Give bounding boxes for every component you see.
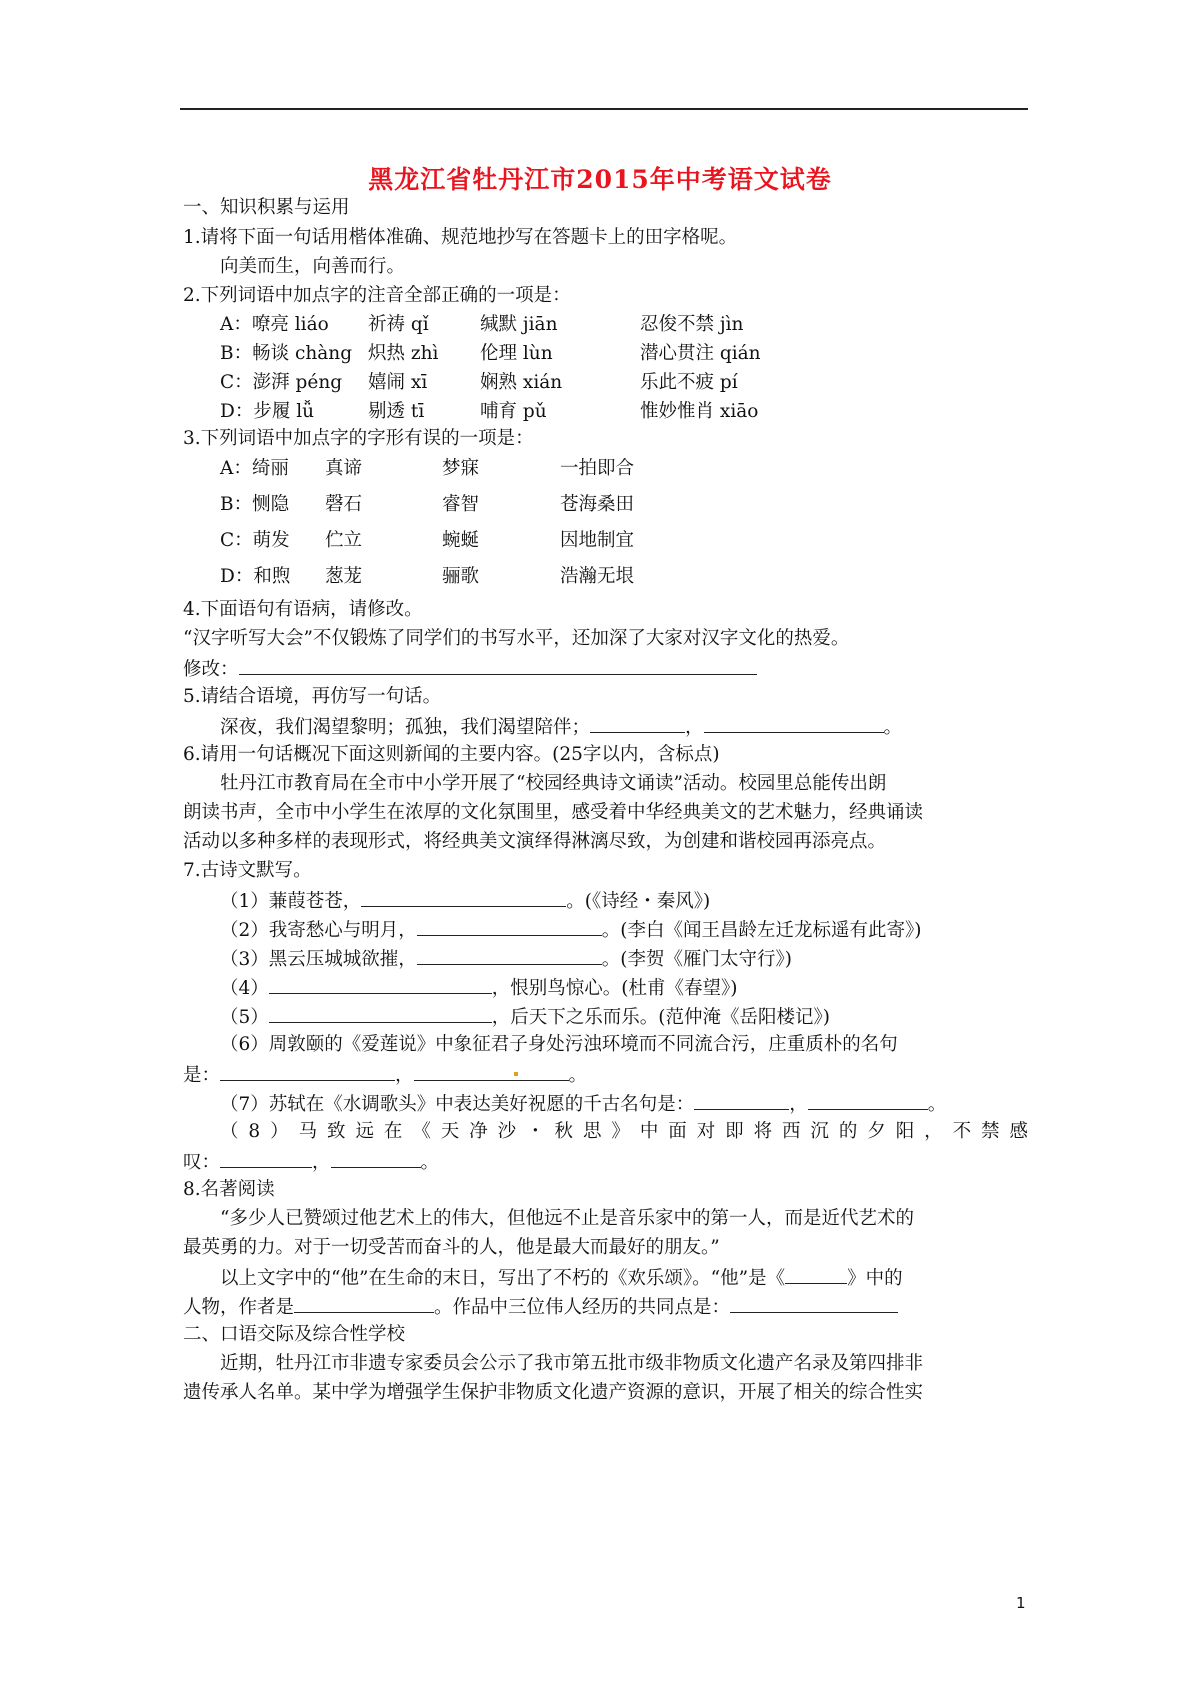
q3-option-c-word-3: 蜿蜒 xyxy=(442,530,480,551)
q3-option-a-word-3: 梦寐 xyxy=(442,458,480,479)
q7-blank-6a[interactable] xyxy=(220,1062,395,1081)
q7-item-2-source: 。(李白《闻王昌龄左迁龙标遥有此寄》) xyxy=(601,920,922,941)
q7-blank-1[interactable] xyxy=(361,888,566,907)
q2-option-d-word-1: D：步履 lǚ xyxy=(220,401,315,422)
q8-quote-line-1: “多少人已赞颂过他艺术上的伟大，但他远不止是音乐家中的第一人，而是近代艺术的 xyxy=(220,1208,914,1229)
q7-blank-7b[interactable] xyxy=(808,1091,928,1110)
q8-line-1-end: 》中的 xyxy=(847,1268,903,1289)
q7-blank-8b[interactable] xyxy=(331,1149,421,1168)
q8-line-1-text: 以上文字中的“他”在生命的末日，写出了不朽的《欢乐颂》。“他”是《 xyxy=(220,1268,786,1289)
q7-item-1-text: （1）蒹葭苍苍， xyxy=(220,891,362,912)
q2-option-a-word-2: 祈祷 qǐ xyxy=(368,314,429,335)
q8-blank-book[interactable] xyxy=(785,1265,847,1284)
q3-option-b-word-4: 苍海桑田 xyxy=(560,494,635,515)
q2-option-c-word-4: 乐此不疲 pí xyxy=(640,372,738,393)
q5-comma: ， xyxy=(685,717,704,738)
q7-item-3-text: （3）黑云压城城欲摧， xyxy=(220,949,417,970)
q7-item-8-label: 叹： xyxy=(183,1152,221,1173)
q6-news-line-3: 活动以多种多样的表现形式，将经典美文演绎得淋漓尽致，为创建和谐校园再添亮点。 xyxy=(183,831,887,852)
q2-option-c-word-1: C：澎湃 péng xyxy=(220,372,343,393)
q7-item-6: （6）周敦颐的《爱莲说》中象征君子身处污浊环境而不同流合污，庄重质朴的名句 xyxy=(220,1034,898,1055)
q3-option-d-word-3: 骊歌 xyxy=(442,566,480,587)
q7-blank-2[interactable] xyxy=(417,917,602,936)
q7-item-5-num: （5） xyxy=(220,1007,269,1028)
q3-option-c-word-1: C：萌发 xyxy=(220,530,290,551)
q2-option-c-word-2: 嬉闹 xī xyxy=(368,372,428,393)
q3-option-a-word-1: A：绮丽 xyxy=(220,458,289,479)
q3-option-c-word-4: 因地制宜 xyxy=(560,530,635,551)
q7-period-8: 。 xyxy=(420,1152,440,1173)
q8-quote-line-2: 最英勇的力。对于一切受苦而奋斗的人，他是最大而最好的朋友。” xyxy=(183,1237,720,1258)
q3-option-a-word-2: 真谛 xyxy=(325,458,363,479)
q7-blank-6b[interactable] xyxy=(414,1062,569,1081)
q8-prompt: 8.名著阅读 xyxy=(183,1179,275,1200)
q7-item-3-source: 。(李贺《雁门太守行》) xyxy=(601,949,792,970)
q2-option-a-word-1: A：嘹亮 liáo xyxy=(220,314,329,335)
q7-item-7-text: （7）苏轼在《水调歌头》中表达美好祝愿的千古名句是： xyxy=(220,1094,695,1115)
q6-prompt: 6.请用一句话概况下面这则新闻的主要内容。(25字以内，含标点) xyxy=(183,744,720,765)
section-2-heading: 二、口语交际及综合性学校 xyxy=(183,1324,406,1345)
q7-item-7 xyxy=(220,1091,946,1117)
q5-blank-1[interactable] xyxy=(590,714,685,733)
q7-prompt: 7.古诗文默写。 xyxy=(183,860,312,881)
q3-option-c-word-2: 伫立 xyxy=(325,530,363,551)
q2-option-d-word-2: 剔透 tī xyxy=(368,401,425,422)
q3-option-d-word-2: 葱茏 xyxy=(325,566,363,587)
q8-line-2 xyxy=(183,1294,898,1320)
q5-period: 。 xyxy=(883,717,903,738)
q7-period-7: 。 xyxy=(927,1094,947,1115)
q1-prompt: 1.请将下面一句话用楷体准确、规范地抄写在答题卡上的田字格呢。 xyxy=(183,227,738,248)
q7-item-4 xyxy=(220,975,737,1001)
q3-option-d-word-1: D：和煦 xyxy=(220,566,291,587)
q2-option-d-word-3: 哺育 pǔ xyxy=(480,401,547,422)
q4-fix-label: 修改： xyxy=(183,659,239,680)
q7-period-6: 。 xyxy=(568,1065,588,1086)
q3-option-a-word-4: 一拍即合 xyxy=(560,458,635,479)
q3-prompt: 3.下列词语中加点字的字形有误的一项是： xyxy=(183,428,534,449)
q2-option-a-word-4: 忍俊不禁 jìn xyxy=(640,314,744,335)
q4-answer-blank[interactable] xyxy=(239,656,757,675)
q7-item-5 xyxy=(220,1004,830,1030)
q3-option-b-word-1: B：恻隐 xyxy=(220,494,290,515)
q3-option-b-word-3: 睿智 xyxy=(442,494,480,515)
page-number: 1 xyxy=(1016,1594,1026,1612)
q2-prompt: 2.下列词语中加点字的注音全部正确的一项是： xyxy=(183,285,571,306)
q7-item-4-text: ，恨别鸟惊心。(杜甫《春望》) xyxy=(491,978,738,999)
q7-comma-7: ， xyxy=(789,1094,808,1115)
q5-prompt: 5.请结合语境，再仿写一句话。 xyxy=(183,686,442,707)
q7-item-2-text: （2）我寄愁心与明月， xyxy=(220,920,417,941)
q7-item-4-num: （4） xyxy=(220,978,269,999)
q5-line xyxy=(220,714,902,740)
q7-item-6-label: 是： xyxy=(183,1065,221,1086)
q4-sentence: “汉字听写大会”不仅锻炼了同学们的书写水平，还加深了大家对汉字文化的热爱。 xyxy=(183,628,850,649)
exam-title: 黑龙江省牡丹江市2015年中考语文试卷 xyxy=(368,165,832,194)
header-rule xyxy=(180,108,1028,110)
q5-blank-2[interactable] xyxy=(704,714,884,733)
q8-line-2-text: 人物，作者是 xyxy=(183,1297,295,1318)
q7-item-1-source: 。(《诗经・秦风》) xyxy=(566,891,711,912)
q4-prompt: 4.下面语句有语病，请修改。 xyxy=(183,599,423,620)
q4-fix-line xyxy=(183,656,757,682)
section-2-line-1: 近期，牡丹江市非遗专家委员会公示了我市第五批市级非物质文化遗产名录及第四排非 xyxy=(220,1353,924,1374)
q6-news-line-1: 牡丹江市教育局在全市中小学开展了“校园经典诗文诵读”活动。校园里总能传出朗 xyxy=(220,773,887,794)
q7-blank-7a[interactable] xyxy=(694,1091,789,1110)
q2-option-c-word-3: 娴熟 xián xyxy=(480,372,563,393)
q7-blank-4[interactable] xyxy=(269,975,492,994)
q5-sentence: 深夜，我们渴望黎明；孤独，我们渴望陪伴； xyxy=(220,717,591,738)
q3-option-b-word-2: 磬石 xyxy=(325,494,363,515)
q2-option-b-word-1: B：畅谈 chàng xyxy=(220,343,353,364)
q7-item-1 xyxy=(220,888,710,914)
q7-item-8: （8）马致远在《天净沙・秋思》中面对即将西沉的夕阳，不禁感 xyxy=(220,1121,1028,1142)
q7-blank-5[interactable] xyxy=(269,1004,492,1023)
q8-blank-common[interactable] xyxy=(730,1294,898,1313)
q7-blank-3[interactable] xyxy=(417,946,602,965)
q7-item-8-answer xyxy=(183,1149,439,1175)
q1-sentence: 向美而生，向善而行。 xyxy=(220,256,406,277)
highlight-mark xyxy=(514,1072,518,1076)
q8-blank-author[interactable] xyxy=(294,1294,434,1313)
q7-item-2 xyxy=(220,917,921,943)
q2-option-b-word-4: 潜心贯注 qián xyxy=(640,343,761,364)
section-2-line-2: 遗传承人名单。某中学为增强学生保护非物质文化遗产资源的意识，开展了相关的综合性实 xyxy=(183,1382,924,1403)
q7-item-6-answer xyxy=(183,1062,587,1088)
q7-comma-6: ， xyxy=(395,1065,414,1086)
q2-option-b-word-2: 炽热 zhì xyxy=(368,343,439,364)
q3-option-d-word-4: 浩瀚无垠 xyxy=(560,566,635,587)
q7-blank-8a[interactable] xyxy=(220,1149,312,1168)
q2-option-b-word-3: 伦理 lùn xyxy=(480,343,553,364)
q6-news-line-2: 朗读书声，全市中小学生在浓厚的文化氛围里，感受着中华经典美文的艺术魅力，经典诵读 xyxy=(183,802,924,823)
q2-option-a-word-3: 缄默 jiān xyxy=(480,314,558,335)
q8-line-2-mid: 。作品中三位伟人经历的共同点是： xyxy=(434,1297,731,1318)
section-1-heading: 一、知识积累与运用 xyxy=(183,197,350,218)
q7-item-5-text: ，后天下之乐而乐。(范仲淹《岳阳楼记》) xyxy=(491,1007,830,1028)
q2-option-d-word-4: 惟妙惟肖 xiāo xyxy=(640,401,759,422)
q7-item-3 xyxy=(220,946,792,972)
q7-comma-8: ， xyxy=(312,1152,331,1173)
q8-line-1 xyxy=(220,1265,903,1291)
